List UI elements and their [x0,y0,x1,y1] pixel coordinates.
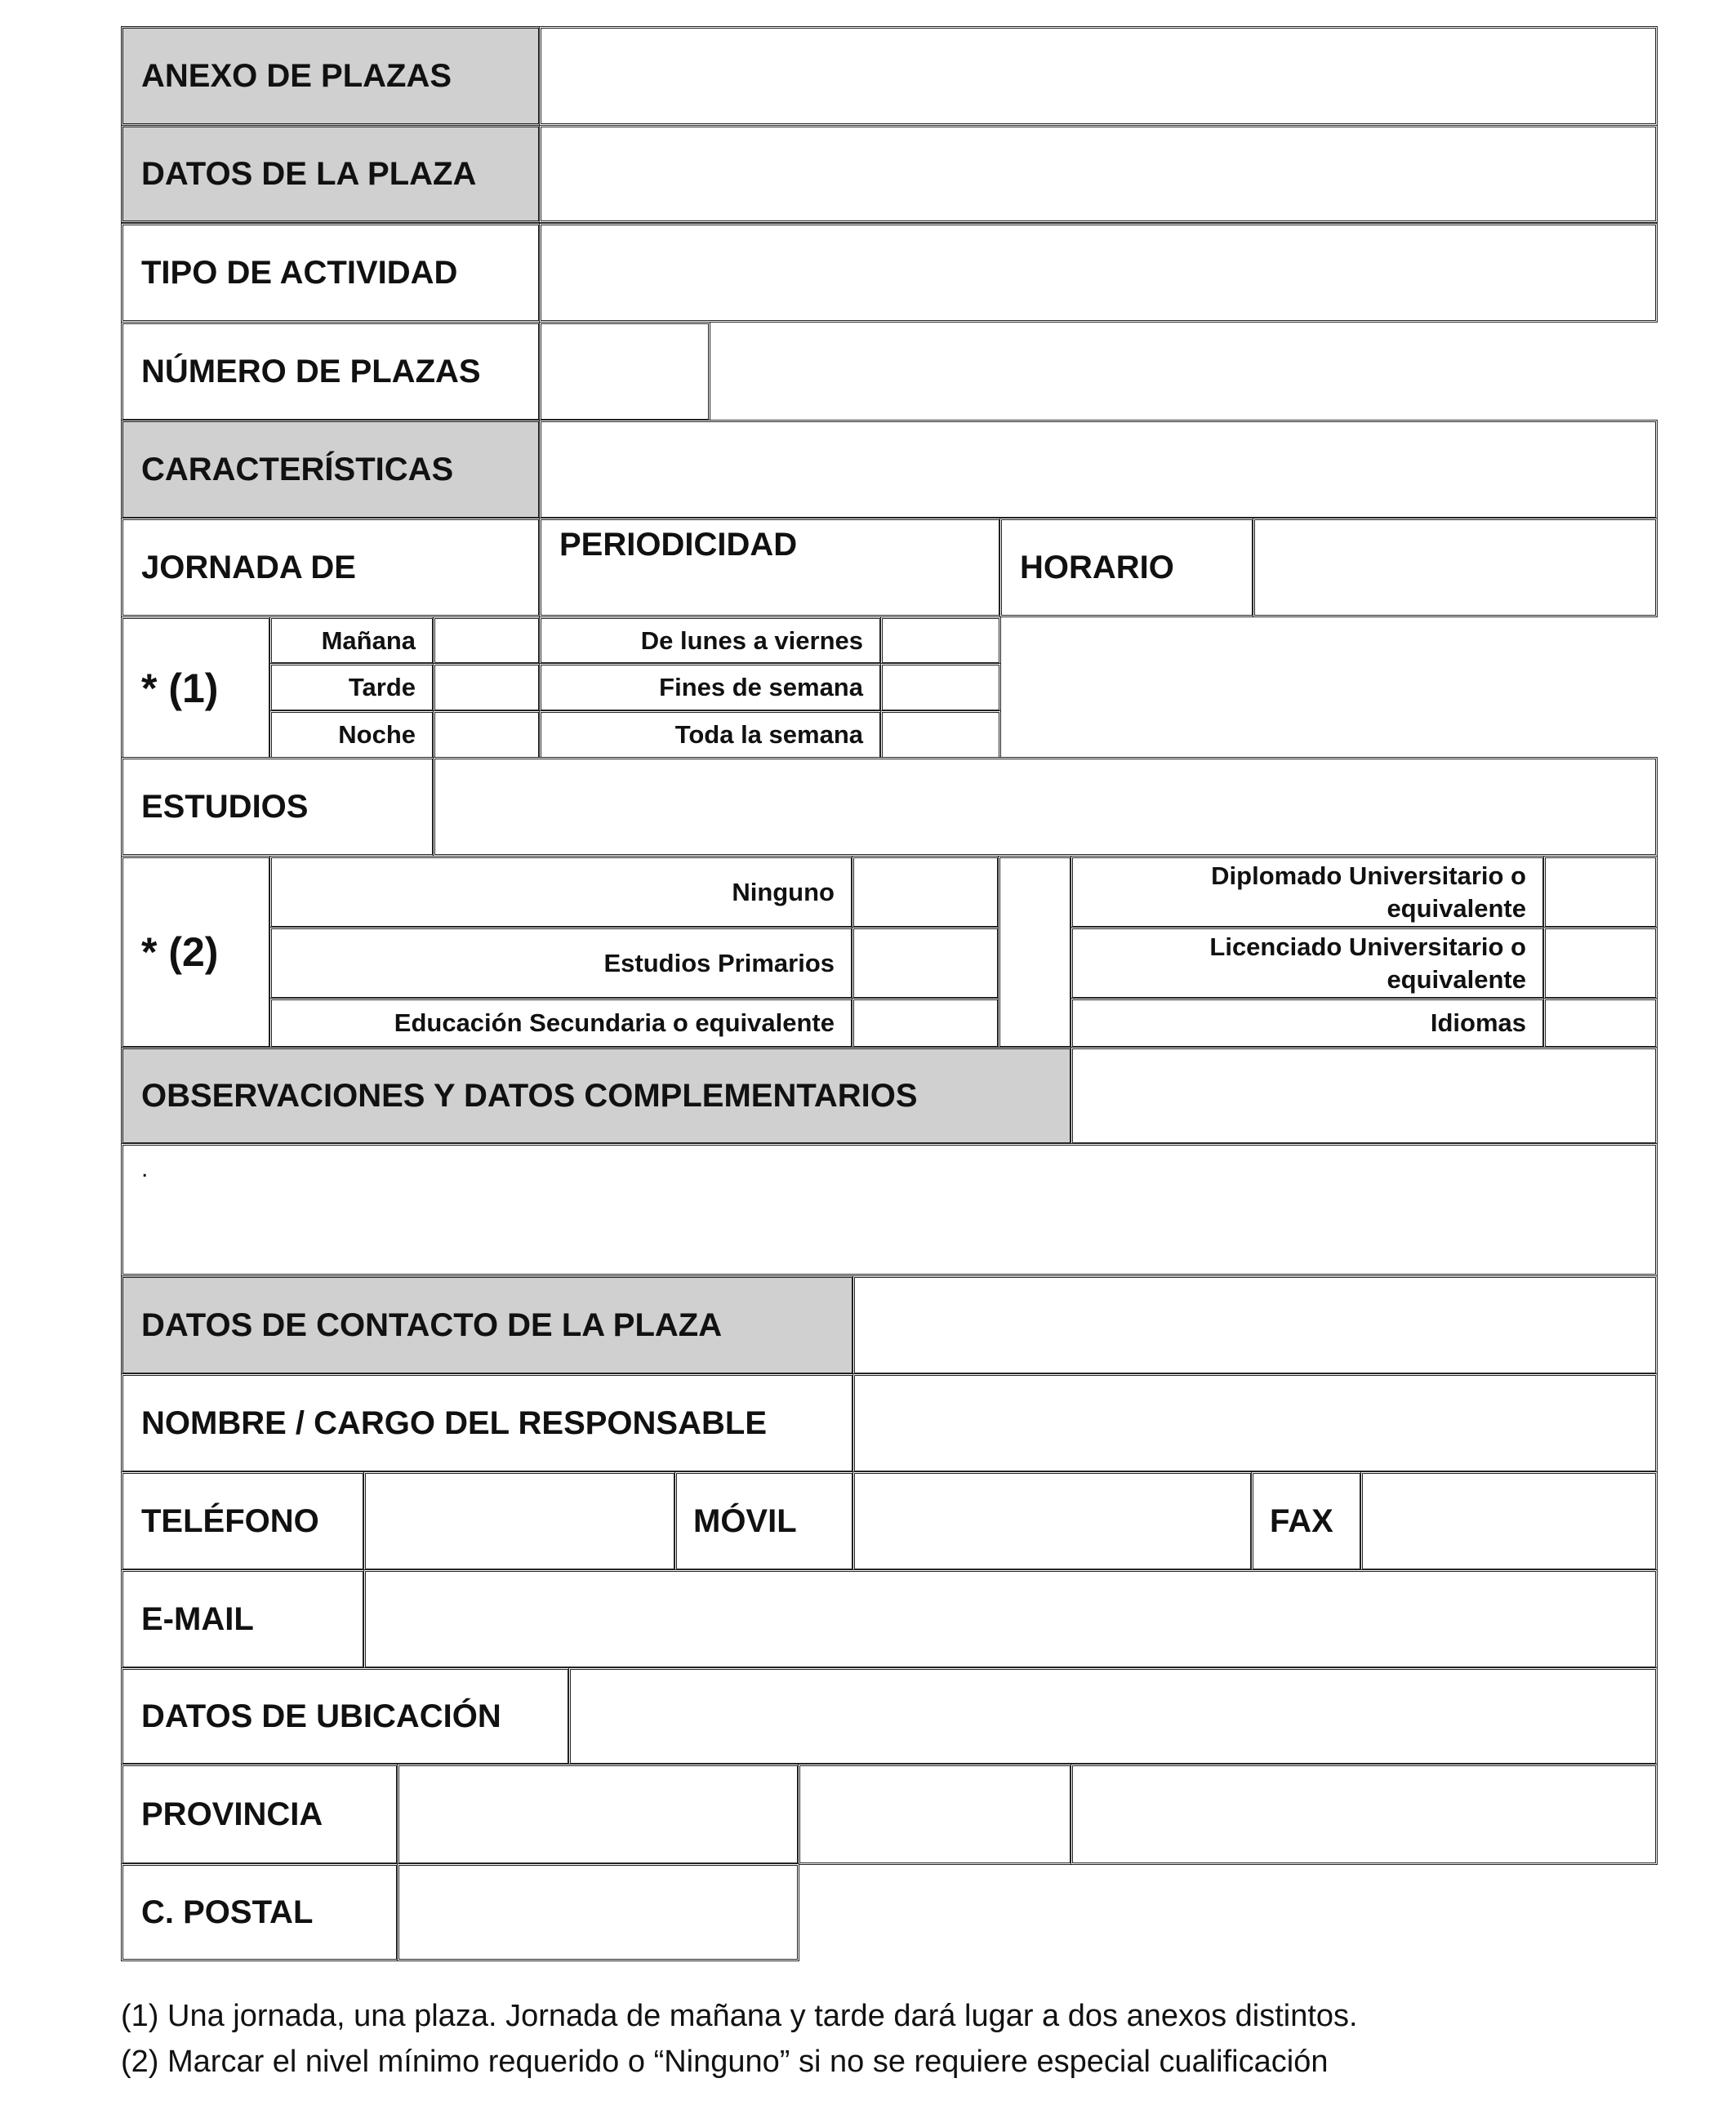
ubicacion-label-cell [121,1667,570,1765]
horario-field[interactable] [1253,518,1658,617]
periodicidad-label-cell [539,518,1001,617]
footnote-1: (1) Una jornada, una plaza. Jornada de mañana y tarde dará lugar a dos anexos distintos. [121,1999,1358,2033]
responsable-field[interactable] [852,1373,1658,1473]
observaciones-textarea[interactable] [121,1143,1658,1276]
tipo-actividad-field[interactable] [539,223,1658,323]
estudios-option-licenciado-checkbox[interactable] [1543,927,1658,999]
estudios-option-label: Estudios Primarios [603,948,835,977]
periodicidad-option-label: Fines de semana [659,673,863,701]
fax-label-cell [1251,1471,1362,1571]
jornada-label-cell [121,518,541,617]
contacto-label: DATOS DE CONTACTO DE LA PLAZA [141,1306,723,1343]
periodicidad-option-fines-semana-label [539,663,882,712]
anexo-label-cell [121,26,541,126]
estudios-option-secundaria-label [269,998,853,1048]
anexo-label: ANEXO DE PLAZAS [141,57,452,94]
observaciones-label: OBSERVACIONES Y DATOS COMPLEMENTARIOS [141,1077,918,1114]
fax-field[interactable] [1360,1471,1658,1571]
datos-plaza-label-cell [121,125,541,223]
observaciones-label-cell [121,1047,1072,1145]
telefono-field[interactable] [363,1471,676,1571]
provincia-extra-label-cell [798,1764,1072,1865]
jornada-option-label: Mañana [321,625,416,655]
estudios-label: ESTUDIOS [141,788,309,825]
jornada-option-noche-checkbox[interactable] [433,710,541,759]
observaciones-value: . [141,1155,149,1182]
estudios-field[interactable] [433,757,1658,857]
email-label: E-MAIL [141,1600,254,1637]
email-label-cell [121,1569,365,1669]
movil-label: MÓVIL [693,1502,797,1539]
fax-label: FAX [1270,1502,1333,1539]
horario-label-cell [999,518,1254,617]
contacto-header-field [852,1275,1658,1375]
estudios-option-label: Educación Secundaria o equivalente [394,1008,835,1037]
jornada-option-tarde-checkbox[interactable] [433,663,541,712]
estudios-option-diplomado-label [1071,856,1545,928]
telefono-label: TELÉFONO [141,1502,319,1539]
periodicidad-label: PERIODICIDAD [559,527,798,563]
caracteristicas-label-cell [121,420,541,519]
contacto-label-cell [121,1275,854,1375]
ubicacion-field[interactable] [568,1667,1658,1765]
estudios-option-licenciado-label [1071,927,1545,999]
estudios-option-primarios-checkbox[interactable] [852,927,999,999]
periodicidad-option-toda-semana-checkbox[interactable] [880,710,1001,759]
jornada-option-label: Noche [338,720,416,749]
periodicidad-option-lunes-viernes-label [539,616,882,665]
estudios-option-ninguno-checkbox[interactable] [852,856,999,928]
responsable-label-cell [121,1373,854,1473]
cpostal-label-cell [121,1863,398,1961]
jornada-option-label: Tarde [348,673,416,701]
periodicidad-option-label: Toda la semana [674,720,863,749]
anexo-field[interactable] [539,26,1658,126]
estudios-option-label: Ninguno [732,877,835,906]
jornada-option-manana-checkbox[interactable] [433,616,541,665]
responsable-label: NOMBRE / CARGO DEL RESPONSABLE [141,1404,767,1441]
cpostal-field[interactable] [397,1863,799,1961]
datos-plaza-label: DATOS DE LA PLAZA [141,155,477,192]
periodicidad-option-fines-semana-checkbox[interactable] [880,663,1001,712]
tipo-actividad-label: TIPO DE ACTIVIDAD [141,254,458,291]
estudios-option-label: Diplomado Universitario o equivalente [1211,861,1526,923]
datos-plaza-field[interactable] [539,125,1658,223]
provincia-field[interactable] [397,1764,799,1865]
observaciones-header-field [1071,1047,1658,1145]
ubicacion-label: DATOS DE UBICACIÓN [141,1698,501,1734]
estudios-option-diplomado-checkbox[interactable] [1543,856,1658,928]
nota1-marker-cell [121,616,271,759]
numero-plazas-label: NÚMERO DE PLAZAS [141,353,481,389]
estudios-option-idiomas-checkbox[interactable] [1543,998,1658,1048]
jornada-label: JORNADA DE [141,549,356,585]
estudios-option-label: Idiomas [1430,1008,1526,1037]
nota2-marker: * (2) [141,929,219,975]
estudios-option-ninguno-label [269,856,853,928]
caracteristicas-label: CARACTERÍSTICAS [141,451,454,487]
numero-plazas-field[interactable] [539,322,710,421]
numero-plazas-label-cell [121,322,541,421]
provincia-label: PROVINCIA [141,1796,323,1832]
nota1-marker: * (1) [141,665,219,711]
horario-label: HORARIO [1020,549,1174,585]
provincia-label-cell [121,1764,398,1865]
jornada-option-noche-label [269,710,434,759]
caracteristicas-field[interactable] [539,420,1658,519]
tipo-actividad-label-cell [121,223,541,323]
cpostal-label: C. POSTAL [141,1894,314,1930]
telefono-label-cell [121,1471,365,1571]
provincia-extra-field[interactable] [1071,1764,1658,1865]
estudios-option-label: Licenciado Universitario o equivalente [1209,932,1526,994]
periodicidad-option-label: De lunes a viernes [640,625,863,655]
nota2-marker-cell [121,856,271,1048]
jornada-option-tarde-label [269,663,434,712]
estudios-spacer-column [998,856,1072,1048]
movil-field[interactable] [852,1471,1253,1571]
movil-label-cell [674,1471,854,1571]
estudios-label-cell [121,757,434,857]
jornada-option-manana-label [269,616,434,665]
email-field[interactable] [363,1569,1658,1669]
estudios-option-idiomas-label [1071,998,1545,1048]
estudios-option-primarios-label [269,927,853,999]
periodicidad-option-lunes-viernes-checkbox[interactable] [880,616,1001,665]
footnote-2: (2) Marcar el nivel mínimo requerido o “Ninguno” si no se requiere especial cualificación [121,2045,1329,2079]
periodicidad-option-toda-semana-label [539,710,882,759]
estudios-option-secundaria-checkbox[interactable] [852,998,999,1048]
